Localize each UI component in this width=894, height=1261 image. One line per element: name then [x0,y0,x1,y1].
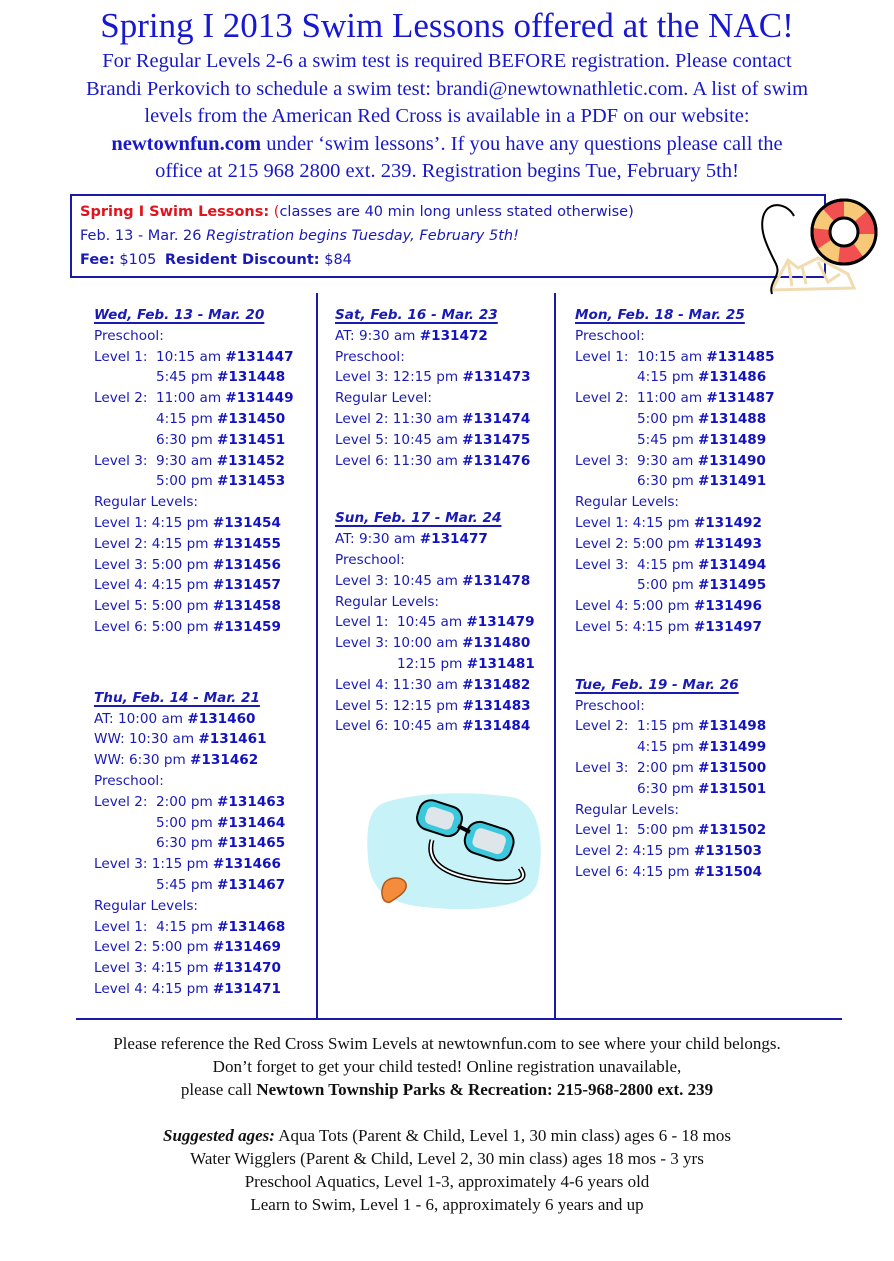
day-section-wed [94,305,294,638]
class-code: #131493 [693,535,762,552]
class-row: Level 3: 2:00 pm #131500 [575,759,767,776]
class-row: AT: 9:30 am #131477 [335,531,488,548]
class-code: #131477 [419,531,488,548]
class-code: #131447 [225,348,294,365]
class-row: 5:00 pm #131453 [156,473,286,490]
class-row: Level 3: 10:45 am #131478 [335,572,531,589]
footer-line: Please reference the Red Cross Swim Levels at newtownfun.com to see where your child belongs. [113,1034,781,1053]
class-code: #131458 [212,598,281,615]
day-header: Thu, Feb. 14 - Mar. 21 [94,689,260,706]
class-code: #131460 [187,710,256,727]
class-row: Level 3: 5:00 pm #131456 [94,556,281,573]
fee-line [80,252,352,268]
class-code: #131503 [693,843,762,860]
class-code: #131495 [698,577,767,594]
fee-value: $105 [119,252,157,268]
class-row: Level 1: 4:15 pm #131454 [94,514,281,531]
class-row: Level 3: 4:15 pm #131494 [575,556,767,573]
category-label: Regular Levels: [575,801,680,818]
class-row: Level 5: 4:15 pm #131497 [575,618,762,635]
class-code: #131472 [419,327,488,344]
class-row: Level 5: 10:45 am #131475 [335,431,531,448]
class-row: Level 1: 10:45 am #131479 [335,614,535,631]
class-row: Level 3: 9:30 am #131490 [575,452,766,469]
discount-label: Resident Discount: [164,252,320,268]
category-label: Regular Level: [335,390,432,407]
class-code: #131480 [462,635,531,652]
fee-label: Fee: [80,252,115,268]
category-label: Regular Levels: [94,494,199,511]
class-code: #131476 [462,452,531,469]
class-code: #131479 [466,614,535,631]
category-label: Regular Levels: [94,897,199,914]
footer-notes [0,1032,894,1216]
class-code: #131473 [462,369,531,386]
class-row: Level 1: 4:15 pm #131468 [94,918,286,935]
class-code: #131461 [198,731,267,748]
category-label: Preschool: [335,348,405,365]
intro-line: levels from the American Red Cross is available in a PDF on our website: [144,105,750,127]
day-section-sat [335,305,535,471]
registration-note: Registration begins Tuesday, February 5th! [206,228,519,244]
day-header: Sat, Feb. 16 - Mar. 23 [335,307,498,323]
class-code: #131486 [698,369,767,386]
class-code: #131481 [466,655,535,672]
class-row: Level 3: 12:15 pm #131473 [335,369,531,386]
class-code: #131500 [698,759,767,776]
class-code: #131478 [462,572,531,589]
website-link[interactable]: newtownfun.com [111,132,262,155]
class-code: #131466 [212,856,281,873]
class-row: Level 2: 5:00 pm #131469 [94,939,281,956]
category-label: Preschool: [94,772,164,789]
category-label: Preschool: [575,697,645,714]
ages-line: Preschool Aquatics, Level 1-3, approximately 4-6 years old [244,1172,650,1191]
class-row: 5:00 pm #131488 [637,410,767,427]
class-code: #131465 [217,835,286,852]
class-code: #131448 [217,369,286,386]
class-code: #131485 [706,348,775,365]
program-label: Spring I Swim Lessons: [80,204,270,220]
footer-line: please call Newtown Township Parks & Recreation: 215-968-2800 ext. 239 [180,1080,714,1099]
class-row: Level 2: 4:15 pm #131503 [575,843,762,860]
class-row: Level 6: 10:45 am #131484 [335,718,531,735]
class-row: Level 1: 4:15 pm #131492 [575,514,762,531]
class-row: Level 3: 10:00 am #131480 [335,635,531,652]
day-header: Wed, Feb. 13 - Mar. 20 [94,307,265,323]
class-code: #131468 [217,918,286,935]
class-code: #131464 [217,814,286,831]
class-code: #131498 [698,718,767,735]
intro-paragraph [20,48,874,186]
intro-line: office at 215 968 2800 ext. 239. Registration begins Tue, February 5th! [155,160,739,182]
class-code: #131490 [697,452,766,469]
category-label: Preschool: [575,327,645,344]
footer-line: Don’t forget to get your child tested! Online registration unavailable, [212,1057,682,1076]
class-row: 6:30 pm #131501 [637,780,767,797]
date-line [80,228,519,244]
schedule-bottom-rule [76,1018,842,1020]
class-code: #131459 [212,618,281,635]
class-row: WW: 6:30 pm #131462 [94,752,259,769]
day-header: Mon, Feb. 18 - Mar. 25 [575,307,745,323]
class-code: #131452 [216,452,285,469]
class-code: #131449 [225,390,294,407]
class-row: Level 6: 5:00 pm #131459 [94,618,281,635]
class-row: 5:45 pm #131448 [156,369,286,386]
class-code: #131501 [698,780,767,797]
class-code: #131491 [698,473,767,490]
ages-line: Water Wigglers (Parent & Child, Level 2, 30 min class) ages 18 mos - 3 yrs [190,1149,704,1168]
class-code: #131482 [462,676,531,693]
class-code: #131504 [693,863,762,880]
day-header: Sun, Feb. 17 - Mar. 24 [335,510,502,527]
class-code: #131456 [212,556,281,573]
program-note: classes are 40 min long unless stated otherwise) [279,204,634,220]
class-row: Level 3: 9:30 am #131452 [94,452,285,469]
class-row: 6:30 pm #131491 [637,473,767,490]
page-title: Spring I 2013 Swim Lessons offered at the NAC! [100,6,794,45]
class-row: Level 4: 4:15 pm #131457 [94,577,281,594]
class-row: 6:30 pm #131465 [156,835,286,852]
class-row: 4:15 pm #131486 [637,369,767,386]
column-divider [316,293,318,1019]
class-code: #131469 [212,939,281,956]
category-label: Preschool: [335,551,405,568]
class-code: #131467 [217,876,286,893]
class-row: 5:45 pm #131489 [637,431,767,448]
class-code: #131454 [212,514,281,531]
class-code: #131470 [212,960,281,977]
class-code: #131462 [190,752,259,769]
class-row: Level 3: 4:15 pm #131470 [94,960,281,977]
class-code: #131484 [462,718,531,735]
class-code: #131453 [217,473,286,490]
class-row: Level 5: 12:15 pm #131483 [335,697,531,714]
class-row: Level 6: 11:30 am #131476 [335,452,531,469]
class-code: #131457 [212,577,281,594]
ages-label: Suggested ages: [163,1126,275,1145]
class-row: Level 2: 11:00 am #131449 [94,390,294,407]
program-title-line: Spring I Swim Lessons: (classes are 40 min long unless stated otherwise) [80,204,634,220]
ages-line: Suggested ages: Aqua Tots (Parent & Child, Level 1, 30 min class) ages 6 - 18 mos [163,1126,731,1145]
class-row: 6:30 pm #131451 [156,431,286,448]
contact-info: Newtown Township Parks & Recreation: 215-968-2800 ext. 239 [256,1080,714,1099]
class-code: #131471 [212,980,281,997]
class-code: #131496 [693,598,762,615]
class-row: Level 1: 10:15 am #131447 [94,348,294,365]
class-row: Level 2: 11:00 am #131487 [575,390,775,407]
class-code: #131483 [462,697,531,714]
discount-value: $84 [324,252,352,268]
class-code: #131497 [693,618,762,635]
class-row: Level 4: 5:00 pm #131496 [575,598,762,615]
class-code: #131492 [693,514,762,531]
ages-line: Learn to Swim, Level 1 - 6, approximately 6 years and up [250,1195,644,1214]
class-code: #131475 [462,431,531,448]
class-row: Level 2: 4:15 pm #131455 [94,535,281,552]
class-row: Level 6: 4:15 pm #131504 [575,863,762,880]
class-code: #131450 [217,410,286,427]
class-row: 5:00 pm #131495 [637,577,767,594]
program-info-box [70,194,826,278]
class-row: 5:45 pm #131467 [156,876,286,893]
class-row: 12:15 pm #131481 [397,655,535,672]
swim-goggles-icon [366,788,546,912]
class-row: 4:15 pm #131450 [156,410,286,427]
class-row: Level 4: 4:15 pm #131471 [94,980,281,997]
class-row: Level 2: 2:00 pm #131463 [94,793,286,810]
class-code: #131487 [706,390,775,407]
class-row: Level 2: 1:15 pm #131498 [575,718,767,735]
class-code: #131463 [217,793,286,810]
schedule-column-1 [94,305,294,1000]
class-code: #131489 [698,431,767,448]
day-section-thu [94,688,294,1000]
life-ring-icon [758,190,882,296]
class-row: Level 4: 11:30 am #131482 [335,676,531,693]
column-divider [554,293,556,1019]
class-row: WW: 10:30 am #131461 [94,731,267,748]
intro-line: newtownfun.com under ‘swim lessons’. If you have any questions please call the [111,132,783,155]
class-code: #131451 [217,431,286,448]
day-section-tue [575,675,775,883]
class-row: AT: 10:00 am #131460 [94,710,256,727]
class-row: Level 2: 5:00 pm #131493 [575,535,762,552]
class-code: #131502 [698,822,767,839]
class-row: Level 2: 11:30 am #131474 [335,410,531,427]
intro-line: Brandi Perkovich to schedule a swim test: brandi@newtownathletic.com. A list of swim [85,77,809,100]
category-label: Preschool: [94,327,164,344]
date-range: Feb. 13 - Mar. 26 [80,228,202,244]
class-code: #131488 [698,410,767,427]
class-row: Level 1: 10:15 am #131485 [575,348,775,365]
class-row: Level 3: 1:15 pm #131466 [94,856,281,873]
class-row: 4:15 pm #131499 [637,739,767,756]
class-row: 5:00 pm #131464 [156,814,286,831]
schedule-column-2 [335,305,535,737]
category-label: Regular Levels: [575,494,680,511]
class-row: Level 5: 5:00 pm #131458 [94,598,281,615]
class-row: AT: 9:30 am #131472 [335,327,488,344]
intro-line: For Regular Levels 2-6 a swim test is required BEFORE registration. Please contact [102,50,792,72]
schedule-column-3 [575,305,775,883]
class-code: #131455 [212,535,281,552]
class-code: #131499 [698,739,767,756]
category-label: Regular Levels: [335,593,440,610]
class-code: #131494 [698,556,767,573]
day-section-sun [335,508,535,737]
day-section-mon [575,305,775,638]
class-code: #131474 [462,410,531,427]
day-header: Tue, Feb. 19 - Mar. 26 [575,676,739,693]
class-row: Level 1: 5:00 pm #131502 [575,822,767,839]
